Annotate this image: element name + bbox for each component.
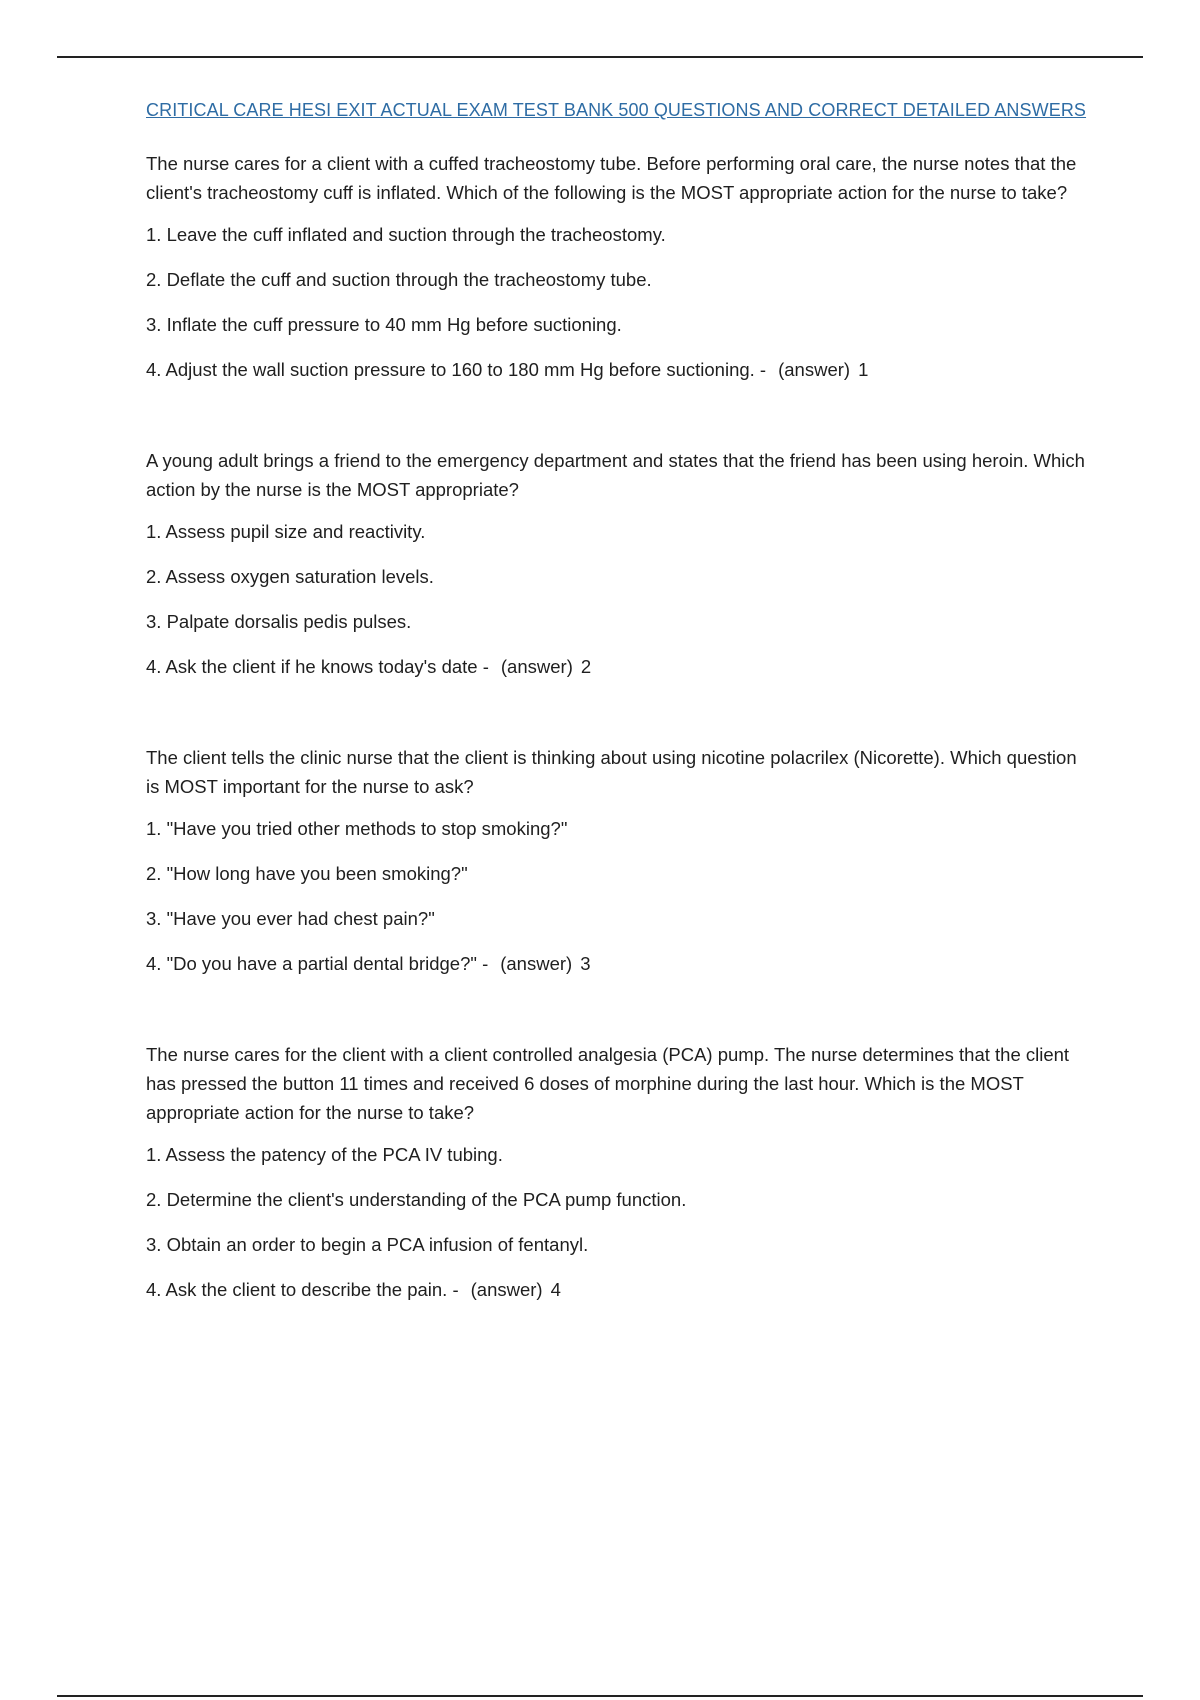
answer-option: 2. Determine the client's understanding of the PCA pump function.	[146, 1189, 687, 1210]
answer-option: 3. Inflate the cuff pressure to 40 mm Hg before suctioning.	[146, 314, 622, 335]
question-block	[146, 149, 1086, 382]
question-text: A young adult brings a friend to the emergency department and states that the friend has been using heroin. Which action by the nurse is the MOST appropriate?	[146, 450, 1085, 500]
question-text: The nurse cares for the client with a client controlled analgesia (PCA) pump. The nurse determines that the client has pressed the button 11 times and received 6 doses of morphine during the last hour. Which is the MOST appropriate action for the nurse to take?	[146, 1044, 1070, 1123]
answer-option: 3. "Have you ever had chest pain?"	[146, 908, 435, 929]
bottom-rule	[57, 1695, 1143, 1697]
answer-option: 1. "Have you tried other methods to stop smoking?"	[146, 818, 568, 839]
question-block	[146, 446, 1086, 679]
question-text: The client tells the clinic nurse that the client is thinking about using nicotine polacrilex (Nicorette). Which question is MOST important for the nurse to ask?	[146, 747, 1077, 797]
question-block	[146, 743, 1086, 976]
answer-label: (answer)	[470, 1279, 543, 1300]
answer-value: 2	[580, 656, 592, 677]
answer-option: 1. Assess the patency of the PCA IV tubing.	[146, 1144, 503, 1165]
document-title-link[interactable]: CRITICAL CARE HESI EXIT ACTUAL EXAM TEST BANK 500 QUESTIONS AND CORRECT DETAILED ANSWERS	[146, 100, 1087, 120]
answer-option: 2. Deflate the cuff and suction through the tracheostomy tube.	[146, 269, 652, 290]
answer-value: 1	[858, 359, 869, 380]
option-text: 4. Adjust the wall suction pressure to 160 to 180 mm Hg before suctioning. -	[146, 359, 767, 380]
answer-option-last	[146, 655, 1086, 679]
answer-option: 2. Assess oxygen saturation levels.	[146, 566, 434, 587]
answer-option: 1. Leave the cuff inflated and suction through the tracheostomy.	[146, 224, 666, 245]
answer-option-last	[146, 952, 1086, 976]
answer-option: 3. Obtain an order to begin a PCA infusion of fentanyl.	[146, 1234, 589, 1255]
answer-label: (answer)	[778, 359, 851, 380]
question-text: The nurse cares for a client with a cuffed tracheostomy tube. Before performing oral care, the nurse notes that the client's tracheostomy cuff is inflated. Which of the following is the MOST appropriate action for the nurse to take?	[146, 153, 1077, 203]
option-text: 4. "Do you have a partial dental bridge?" -	[146, 953, 489, 974]
option-text: 4. Ask the client if he knows today's date -	[146, 656, 489, 677]
answer-option-last	[146, 358, 1086, 382]
answer-option: 1. Assess pupil size and reactivity.	[146, 521, 426, 542]
top-rule	[57, 56, 1143, 58]
answer-option-last	[146, 1278, 1086, 1302]
answer-option: 3. Palpate dorsalis pedis pulses.	[146, 611, 412, 632]
answer-option: 2. "How long have you been smoking?"	[146, 863, 468, 884]
question-block	[146, 1040, 1086, 1302]
answer-label: (answer)	[500, 656, 573, 677]
answer-value: 4	[550, 1279, 561, 1300]
answer-label: (answer)	[500, 953, 573, 974]
document-body	[146, 100, 1086, 1323]
option-text: 4. Ask the client to describe the pain. -	[146, 1279, 459, 1300]
answer-value: 3	[580, 953, 591, 974]
